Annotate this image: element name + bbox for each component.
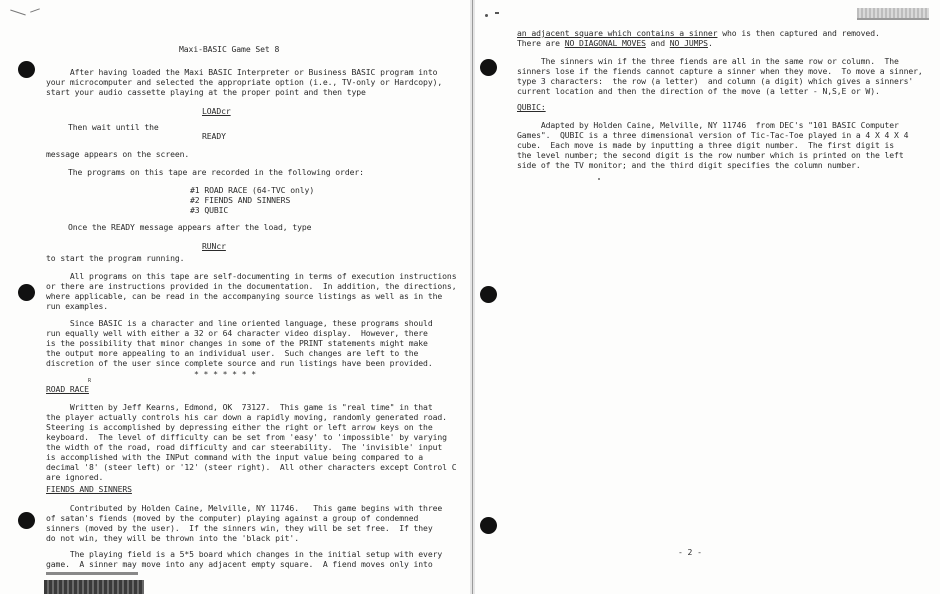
qubic-line-2: Games". QUBIC is a three dimensional version of Tic-Tac-Toe played in a 4 X 4 X 4 — [517, 130, 909, 140]
road-race-heading: ROAD RACE — [46, 384, 89, 394]
separator-stars: * * * * * * * — [194, 369, 257, 379]
fiends-heading: FIENDS AND SINNERS — [46, 484, 132, 494]
road-race-line-4: keyboard. The level of difficulty can be set from 'easy' to 'impossible' by varying — [46, 432, 447, 442]
start-text: to start the program running. — [46, 253, 185, 263]
punch-hole-top — [480, 59, 497, 76]
basic-line-4: the output more appealing to an individual user. Such changes are left to the — [46, 348, 419, 358]
fiends-line-2: of satan's fiends (moved by the computer) playing against a group of condemned — [46, 513, 419, 523]
bottom-stamp-strip — [46, 572, 138, 575]
basic-line-3: is the possibility that minor changes in some of the PRINT statements might make — [46, 338, 428, 348]
punch-hole-middle — [18, 284, 35, 301]
self-doc-line-3: where applicable, can be read in the accompanying source listings as well as in the — [46, 291, 443, 301]
top-right-stamp — [857, 8, 929, 18]
bottom-stamp — [44, 580, 144, 594]
corner-mark — [485, 14, 488, 17]
fiends-line-1: Contributed by Holden Caine, Melville, NY 11746. This game begins with three — [46, 503, 443, 513]
self-doc-line-4: run examples. — [46, 301, 109, 311]
fiends-line-3: sinners (moved by the user). If the sinners win, they will be set free. If they — [46, 523, 433, 533]
sinners-line-2: sinners lose if the fiends cannot capture a sinner when they move. To move a sinner, — [517, 66, 923, 76]
basic-line-2: run equally well with either a 32 or 64 character video display. However, there — [46, 328, 428, 338]
qubic-line-5: side of the TV monitor; and the third digit specifies the column number. — [517, 160, 861, 170]
road-race-line-5: the width of the road, road difficulty and car steerability. The 'invisible' input — [46, 442, 443, 452]
program-3: #3 QUBIC — [190, 205, 229, 215]
once-text: Once the READY message appears after the load, type — [68, 222, 312, 232]
page-gutter-line — [472, 0, 473, 594]
wait-text: Then wait until the — [68, 122, 159, 132]
load-command: LOADcr — [202, 106, 231, 116]
fiends-line-4: do not win, they will be thrown into the 'black pit'. — [46, 533, 299, 543]
sinners-line-3: type 3 characters: the row (a letter) and column (a digit) which gives a sinners' — [517, 76, 914, 86]
qubic-heading: QUBIC: — [517, 102, 546, 112]
run-command: RUNcr — [202, 241, 226, 251]
continuation-line-1: an adjacent square which contains a sinner who is then captured and removed. — [517, 28, 880, 38]
document-title: Maxi-BASIC Game Set 8 — [179, 44, 280, 54]
corner-mark-2 — [495, 12, 499, 14]
basic-line-5: discretion of the user since complete source and run listings have been provided. — [46, 358, 433, 368]
continuation-line-2: There are NO DIAGONAL MOVES and NO JUMPS. — [517, 38, 713, 48]
page-number: - 2 - — [678, 547, 702, 557]
stray-mark — [598, 178, 600, 180]
program-2: #2 FIENDS AND SINNERS — [190, 195, 291, 205]
playing-field-line-2: game. A sinner may move into any adjacent empty square. A fiend moves only into — [46, 559, 433, 569]
top-right-stamp-bar — [857, 18, 929, 20]
road-race-line-1: Written by Jeff Kearns, Edmond, OK 73127. This game is "real time" in that — [46, 402, 433, 412]
qubic-line-1: Adapted by Holden Caine, Melville, NY 11746 from DEC's "101 BASIC Computer — [517, 120, 899, 130]
road-race-line-2: the player actually controls his car down a rapidly moving, randomly generated road. — [46, 412, 447, 422]
qubic-line-4: the level number; the second digit is the row number which is printed on the left — [517, 150, 904, 160]
program-1: #1 ROAD RACE (64-TVC only) — [190, 185, 315, 195]
ready-text: READY — [202, 131, 226, 141]
road-race-line-7: decimal '8' (steer left) or '12' (steer right). All other characters except Control C — [46, 462, 457, 472]
right-page — [475, 0, 940, 594]
road-race-mark: R — [88, 378, 91, 384]
self-doc-line-1: All programs on this tape are self-documenting in terms of execution instructions — [46, 271, 457, 281]
punch-hole-bottom — [18, 512, 35, 529]
intro-line-2: your microcomputer and selected the appropriate option (i.e., TV-only or Hardcopy), — [46, 77, 443, 87]
self-doc-line-2: or there are instructions provided in the documentation. In addition, the directions, — [46, 281, 457, 291]
programs-intro: The programs on this tape are recorded in the following order: — [68, 167, 364, 177]
basic-line-1: Since BASIC is a character and line oriented language, these programs should — [46, 318, 433, 328]
road-race-line-8: are ignored. — [46, 472, 104, 482]
punch-hole-middle — [480, 286, 497, 303]
sinners-line-1: The sinners win if the three fiends are all in the same row or column. The — [517, 56, 899, 66]
road-race-line-3: Steering is accomplished by depressing either the right or left arrow keys on the — [46, 422, 433, 432]
intro-line-3: start your audio cassette playing at the proper point and then type — [46, 87, 366, 97]
intro-line-1: After having loaded the Maxi BASIC Interpreter or Business BASIC program into — [46, 67, 438, 77]
corner-scribble-2 — [30, 8, 40, 12]
road-race-line-6: is accomplished with the INPut command with the input value being compared to a — [46, 452, 424, 462]
corner-scribble — [10, 10, 26, 16]
punch-hole-bottom — [480, 517, 497, 534]
qubic-line-3: cube. Each move is made by inputting a three digit number. The first digit is — [517, 140, 895, 150]
playing-field-line-1: The playing field is a 5*5 board which changes in the initial setup with every — [46, 549, 443, 559]
sinners-line-4: current location and then the direction of the move (a letter - N,S,E or W). — [517, 86, 880, 96]
punch-hole-top — [18, 61, 35, 78]
message-text: message appears on the screen. — [46, 149, 190, 159]
